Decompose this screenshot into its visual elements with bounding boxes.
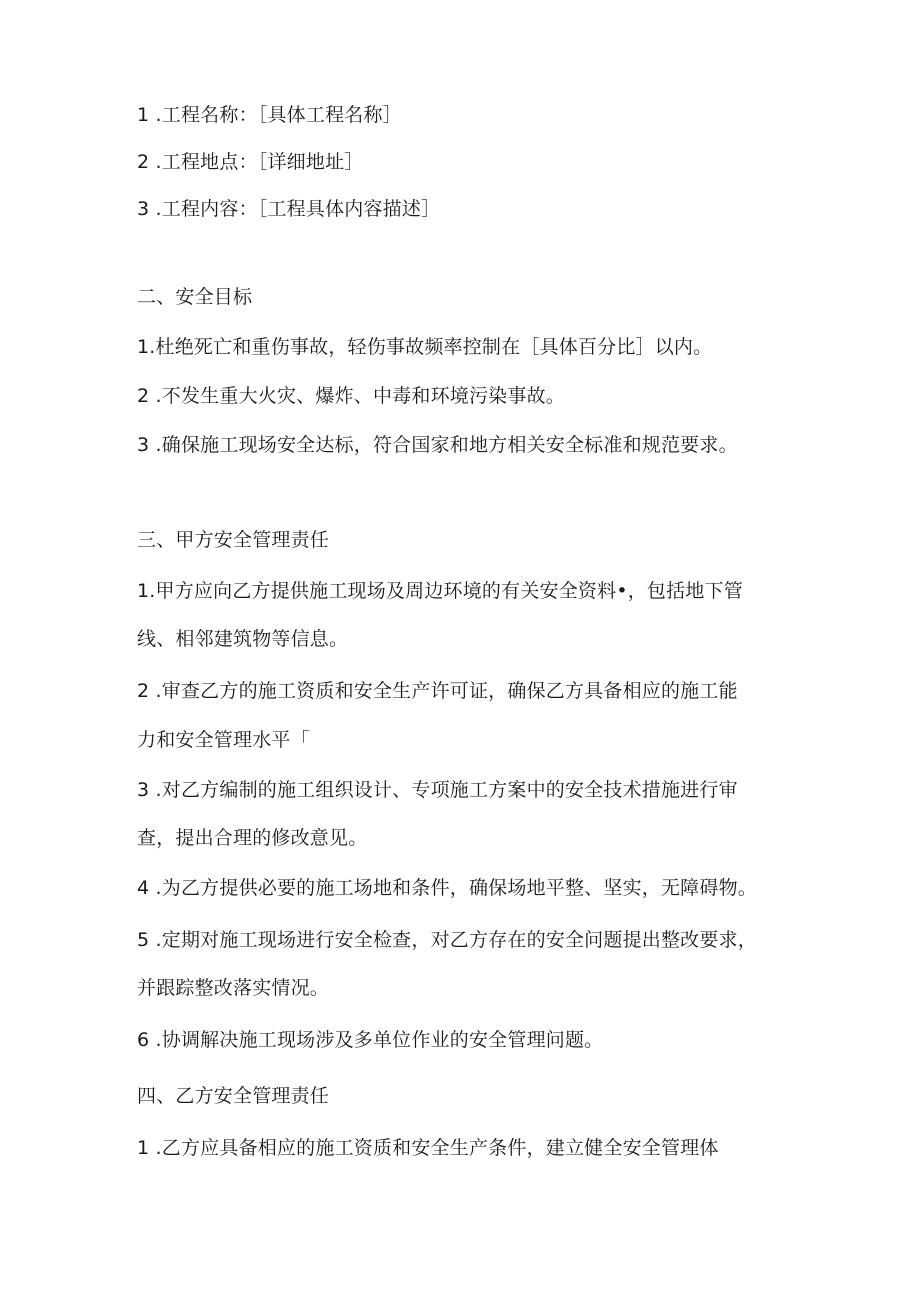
party-a-item-6: 6 .协调解决施工现场涉及多单位作业的安全管理问题。 <box>137 1029 604 1051</box>
party-a-item-3-line-1: 3 .对乙方编制的施工组织设计、专项施工方案中的安全技术措施进行审 <box>137 779 738 801</box>
party-a-item-4: 4 .为乙方提供必要的施工场地和条件，确保场地平整、坚实，无障碍物。 <box>137 877 757 899</box>
section-heading-safety-goals: 二、安全目标 <box>137 286 253 308</box>
party-a-item-1-line-2: 线、相邻建筑物等信息。 <box>137 628 349 650</box>
party-a-item-1-line-1: 1.甲方应向乙方提供施工现场及周边环境的有关安全资料•，包括地下管 <box>137 580 743 602</box>
safety-goal-item-1: 1.杜绝死亡和重伤事故，轻伤事故频率控制在［具体百分比］以内。 <box>137 336 713 358</box>
project-content-line: 3 .工程内容：［工程具体内容描述］ <box>137 198 441 220</box>
party-a-item-5-line-2: 并跟踪整改落实情况。 <box>137 977 330 999</box>
section-heading-party-a: 三、甲方安全管理责任 <box>137 529 330 551</box>
party-a-item-3-line-2: 查，提出合理的修改意见。 <box>137 827 368 849</box>
safety-goal-item-2: 2 .不发生重大火灾、爆炸、中毒和环境污染事故。 <box>137 385 565 407</box>
project-location-line: 2 .工程地点：［详细地址］ <box>137 151 364 173</box>
safety-goal-item-3: 3 .确保施工现场安全达标，符合国家和地方相关安全标准和规范要求。 <box>137 434 738 456</box>
party-a-item-2-line-2: 力和安全管理水平「 <box>137 729 310 751</box>
project-name-line: 1 .工程名称：［具体工程名称］ <box>137 104 402 126</box>
section-heading-party-b: 四、乙方安全管理责任 <box>137 1085 330 1107</box>
party-b-item-1-line-1: 1 .乙方应具备相应的施工资质和安全生产条件，建立健全安全管理体 <box>137 1137 719 1159</box>
party-a-item-2-line-1: 2 .审查乙方的施工资质和安全生产许可证，确保乙方具备相应的施工能 <box>137 680 738 702</box>
party-a-item-5-line-1: 5 .定期对施工现场进行安全检查，对乙方存在的安全问题提出整改要求， <box>137 929 757 951</box>
